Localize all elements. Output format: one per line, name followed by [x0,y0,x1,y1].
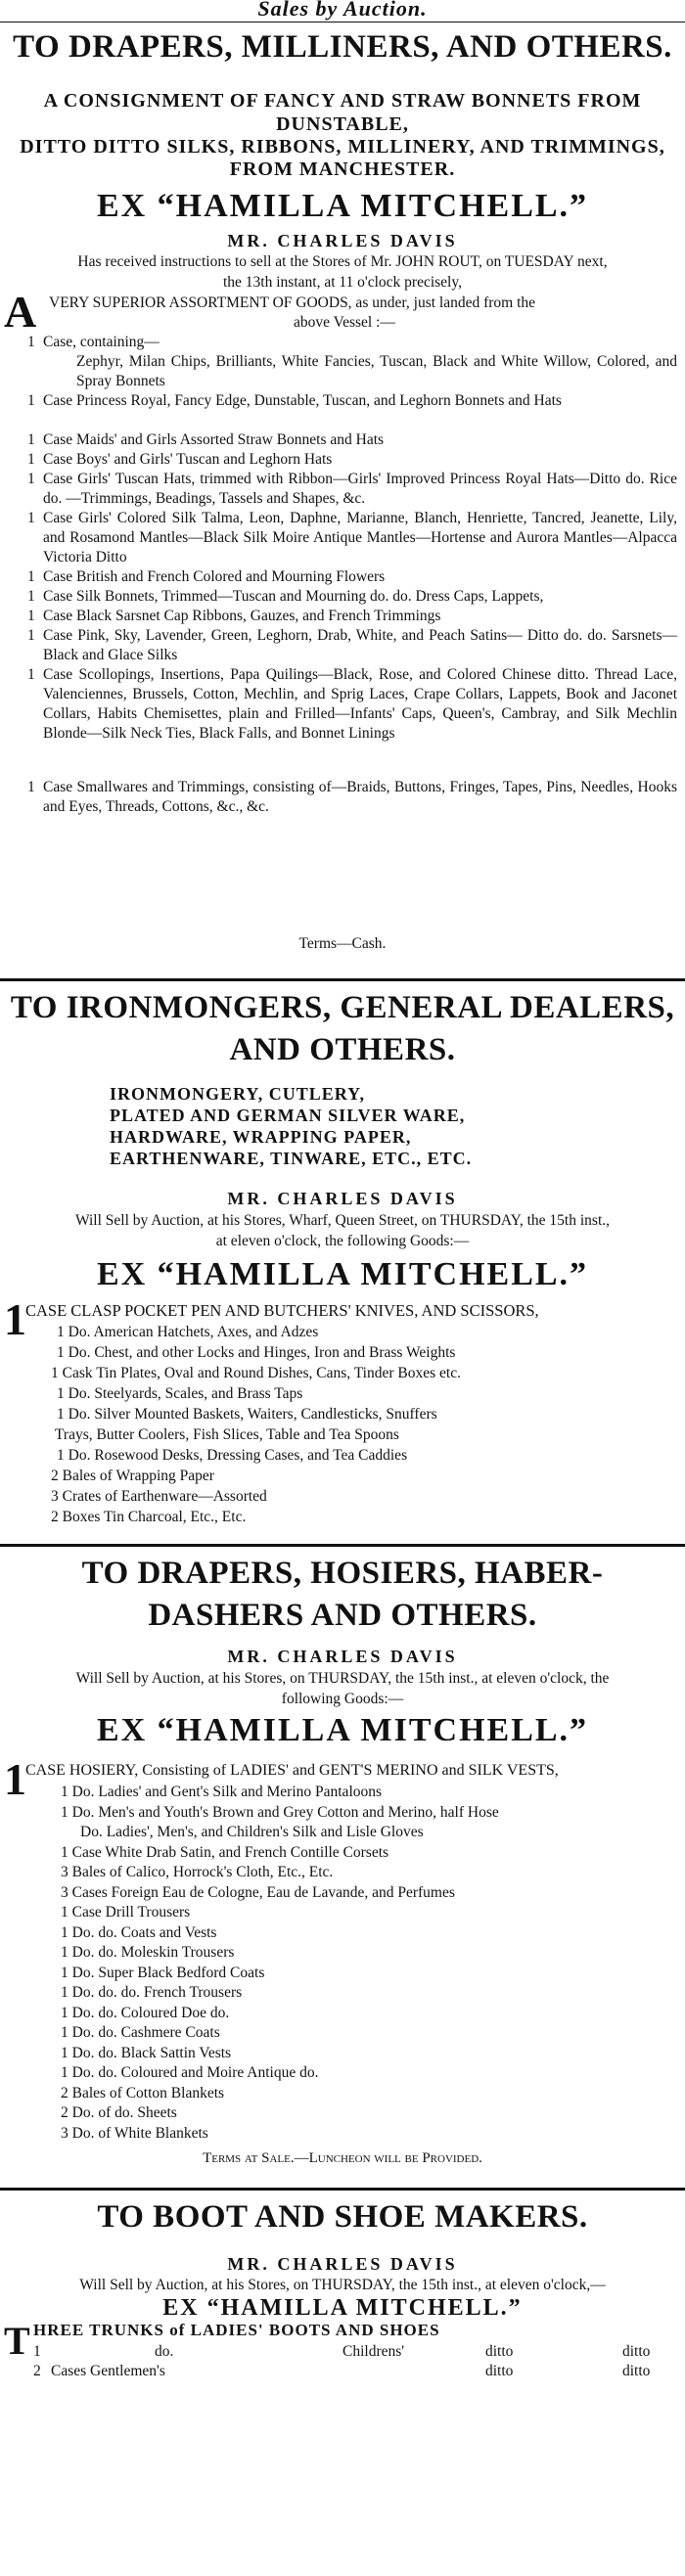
ad3-intro-1: Will Sell by Auction, at his Stores, on THURSDAY, the 15th inst., at eleven o'clock, the [75,1670,610,1687]
rule [0,978,685,981]
ad1-item-qty: 1 [27,608,35,624]
ad1-item-text: Case Boys' and Girls' Tuscan and Leghorn Hats [43,451,333,468]
ad3-title-2: DASHERS AND OTHERS. [148,1598,537,1633]
ad3-drop-cap: 1 [4,1754,26,1804]
ad2-item: 1 Do. Steelyards, Scales, and Brass Taps [57,1385,303,1402]
ad4-row2-a: Cases Gentlemen's [51,2363,165,2379]
ad1-item-qty: 1 [27,627,35,644]
ad1-intro-1: Has received instructions to sell at the Stores of Mr. JOHN ROUT, on TUESDAY next, [77,253,608,270]
ad1-item-text: Case Maids' and Girls Assorted Straw Bonnets and Hats [43,431,385,448]
ad2-item: 2 Bales of Wrapping Paper [51,1468,214,1484]
ad1-item-qty: 1 [27,451,35,468]
ad2-title-1: TO IRONMONGERS, GENERAL DEALERS, [10,990,675,1025]
ad4-row1-c: ditto [485,2343,514,2360]
ad1-item-text: Case Black Sarsnet Cap Ribbons, Gauzes, and French Trimmings [43,608,441,624]
ad1-drop-cap: A [4,287,37,337]
ad1-ship-name: EX “HAMILLA MITCHELL.” [96,188,589,224]
ad1-auctioneer: MR. CHARLES DAVIS [227,231,458,250]
ad3-title-1: TO DRAPERS, HOSIERS, HABER- [81,1556,604,1591]
ad2-first-item: CASE CLASP POCKET PEN AND BUTCHERS' KNIVES, AND SCISSORS, [25,1301,539,1320]
ad4-row1-a: do. [155,2343,174,2360]
ad1-item-text: Case, containing— [43,334,160,350]
ad2-list-4: EARTHENWARE, TINWARE, ETC., ETC. [110,1149,473,1168]
ad2-ship-name: EX “HAMILLA MITCHELL.” [96,1256,589,1292]
ad3-item: 1 Do. do. Coloured Doe do. [61,2004,230,2021]
ad1-item-qty: 1 [27,471,35,487]
rule [0,22,685,23]
ad2-drop-cap: 1 [4,1294,26,1344]
rule [0,2188,685,2191]
ad4-row2-qty: 2 [33,2363,41,2379]
ad3-ship-name: EX “HAMILLA MITCHELL.” [96,1712,589,1748]
ad1-item-qty: 1 [27,588,35,605]
ad4-row2-c: ditto [485,2363,514,2379]
ad3-auctioneer: MR. CHARLES DAVIS [227,1647,458,1666]
ad2-auctioneer: MR. CHARLES DAVIS [227,1189,458,1208]
ad1-item-text: Case Pink, Sky, Lavender, Green, Leghorn, Drab, White, and Peach Satins— Ditto do. do. Sarsnets—Black and Glace Silks [43,627,677,663]
ad1-item-qty: 1 [27,510,35,526]
ad3-item: 2 Do. of do. Sheets [61,2104,177,2121]
ad3-item: 1 Case White Drab Satin, and French Contille Corsets [61,1843,389,1861]
ad1-item-qty: 1 [27,431,35,448]
ad3-item: 2 Bales of Cotton Blankets [61,2084,225,2101]
ad3-terms: Terms at Sale.—Luncheon will be Provided. [203,2150,482,2166]
ad1-item-text: Case Princess Royal, Fancy Edge, Dunstable, Tuscan, and Leghorn Bonnets and Hats [43,392,562,409]
ad2-intro-2: at eleven o'clock, the following Goods:— [215,1233,470,1249]
ad4-row1-qty: 1 [33,2343,41,2360]
ad3-item: 3 Do. of White Blankets [61,2124,208,2142]
ad2-item: 1 Cask Tin Plates, Oval and Round Dishes, Cans, Tinder Boxes etc. [51,1365,461,1381]
ad1-item-text: Case Silk Bonnets, Trimmed—Tuscan and Mourning do. do. Dress Caps, Lappets, [43,588,544,605]
ad1-item-text: Zephyr, Milan Chips, Brilliants, White Fancies, Tuscan, Black and White Willow, Colored, and Spray Bonnets [76,353,677,389]
ad3-item: 1 Do. do. do. French Trousers [61,1984,243,2001]
ad3-item: 1 Do. do. Moleskin Trousers [61,1944,235,1961]
ad3-intro-2: following Goods:— [281,1691,404,1707]
ad2-list-3: HARDWARE, WRAPPING PAPER, [110,1127,412,1147]
ad2-item: Trays, Butter Coolers, Fish Slices, Table and Tea Spoons [55,1426,399,1443]
ad4-row2-d: ditto [622,2363,651,2379]
ad2-list-1: IRONMONGERY, CUTLERY, [110,1084,365,1104]
ad1-item-text: Case Scollopings, Insertions, Papa Quilings—Black, Rose, and Colored Chinese ditto. Thread Lace, Valenciennes, Brussels, Cotton, Mechlin, and Sprig Laces, Crape Collars, Lappets, Book and Jaconet Collars, Habits Chemisettes, plain and Frilled—Infants' Caps, Queen's, Cambray, and Silk Mechlin Blonde—Silk Neck Ties, Black Falls, and Bonnet Linings [43,666,677,742]
ad2-title-2: AND OTHERS. [229,1032,456,1067]
ad3-first-item: CASE HOSIERY, Consisting of LADIES' and GENT'S MERINO and SILK VESTS, [25,1762,559,1779]
ad1-item-text: Case British and French Colored and Mourning Flowers [43,568,386,585]
ad2-item: 1 Do. Silver Mounted Baskets, Waiters, Candlesticks, Snuffers [57,1406,437,1423]
ad3-item: Do. Ladies', Men's, and Children's Silk and Lisle Gloves [80,1824,424,1840]
ad1-title: TO DRAPERS, MILLINERS, AND OTHERS. [13,29,672,65]
ad3-item: 1 Do. do. Cashmere Coats [61,2024,220,2041]
ad1-intro-2: the 13th instant, at 11 o'clock precisely, [223,274,462,291]
ad4-title: TO BOOT AND SHOE MAKERS. [97,2199,588,2235]
ad1-item-qty: 1 [27,779,35,795]
ad3-item: 1 Do. do. Coloured and Moire Antique do. [61,2064,319,2081]
ad1-item-qty: 1 [27,392,35,409]
ad4-auctioneer: MR. CHARLES DAVIS [227,2254,458,2274]
ad1-item-qty: 1 [27,568,35,585]
ad1-item-text: Case Girls' Colored Silk Talma, Leon, Daphne, Marianne, Blanch, Henriette, Tancred, Jeanette, Lily, and Rosamond Mantles—Black Silk Moire Antique Mantles—Hortense and Aurora Mantles—Alpacca Victoria Ditto [43,510,677,565]
ad3-item: 1 Do. do. Black Sattin Vests [61,2044,232,2061]
ad1-subtitle-4: FROM MANCHESTER. [229,158,456,180]
ad1-item-qty: 1 [27,334,35,350]
ad3-item: 1 Do. Men's and Youth's Brown and Grey Cotton and Merino, half Hose [61,1803,499,1821]
ad1-item-text: Case Smallwares and Trimmings, consisting of—Braids, Buttons, Fringes, Tapes, Pins, Needles, Hooks and Eyes, Threads, Cottons, &c., &c. [43,779,677,815]
ad2-item: 2 Boxes Tin Charcoal, Etc., Etc. [51,1509,247,1525]
masthead: Sales by Auction. [257,0,428,21]
rule [0,1544,685,1547]
ad4-intro: Will Sell by Auction, at his Stores, on THURSDAY, the 15th inst., at eleven o'clock,— [79,2277,606,2293]
ad1-intro-3: VERY SUPERIOR ASSORTMENT OF GOODS, as under, just landed from the [49,294,536,311]
ad2-intro-1: Will Sell by Auction, at his Stores, Wharf, Queen Street, on THURSDAY, the 15th inst., [74,1212,610,1229]
ad1-subtitle-1: A CONSIGNMENT OF FANCY AND STRAW BONNETS FROM [43,90,642,112]
ad2-item: 1 Do. Chest, and other Locks and Hinges, Iron and Brass Weights [57,1344,456,1361]
ad1-subtitle-2: DUNSTABLE, [276,113,409,135]
ad3-item: 3 Bales of Calico, Horrock's Cloth, Etc., Etc. [61,1864,334,1880]
ad3-item: 3 Cases Foreign Eau de Cologne, Eau de Lavande, and Perfumes [61,1883,455,1901]
ad3-item: 1 Do. Ladies' and Gent's Silk and Merino Pantaloons [61,1784,383,1800]
ad2-item: 3 Crates of Earthenware—Assorted [51,1488,267,1505]
ad1-item-text: Case Girls' Tuscan Hats, trimmed with Ribbon—Girls' Improved Princess Royal Hats—Ditto do. Rice do. —Trimmings, Beadings, Tassels and Shapes, &c. [43,471,677,507]
ad2-item: 1 Do. American Hatchets, Axes, and Adzes [57,1324,319,1340]
ad4-ship-name: EX “HAMILLA MITCHELL.” [162,2295,523,2321]
ad2-list-2: PLATED AND GERMAN SILVER WARE, [110,1106,466,1125]
ad1-terms: Terms—Cash. [298,935,387,952]
ad4-drop-cap: T [4,2319,30,2363]
ad2-item: 1 Do. Rosewood Desks, Dressing Cases, and Tea Caddies [57,1447,408,1464]
ad1-intro-4: above Vessel :— [294,314,395,331]
ad4-first-item: HREE TRUNKS of LADIES' BOOTS AND SHOES [33,2321,440,2339]
ad4-row1-b: Childrens' [342,2343,405,2360]
ad3-item: 1 Do. Super Black Bedford Coats [61,1964,265,1981]
ad1-item-qty: 1 [27,666,35,683]
ad3-item: 1 Case Drill Trousers [61,1904,191,1921]
ad3-item: 1 Do. do. Coats and Vests [61,1923,217,1941]
ad1-subtitle-3: DITTO DITTO SILKS, RIBBONS, MILLINERY, AND TRIMMINGS, [20,136,665,158]
ad4-row1-d: ditto [622,2343,651,2360]
